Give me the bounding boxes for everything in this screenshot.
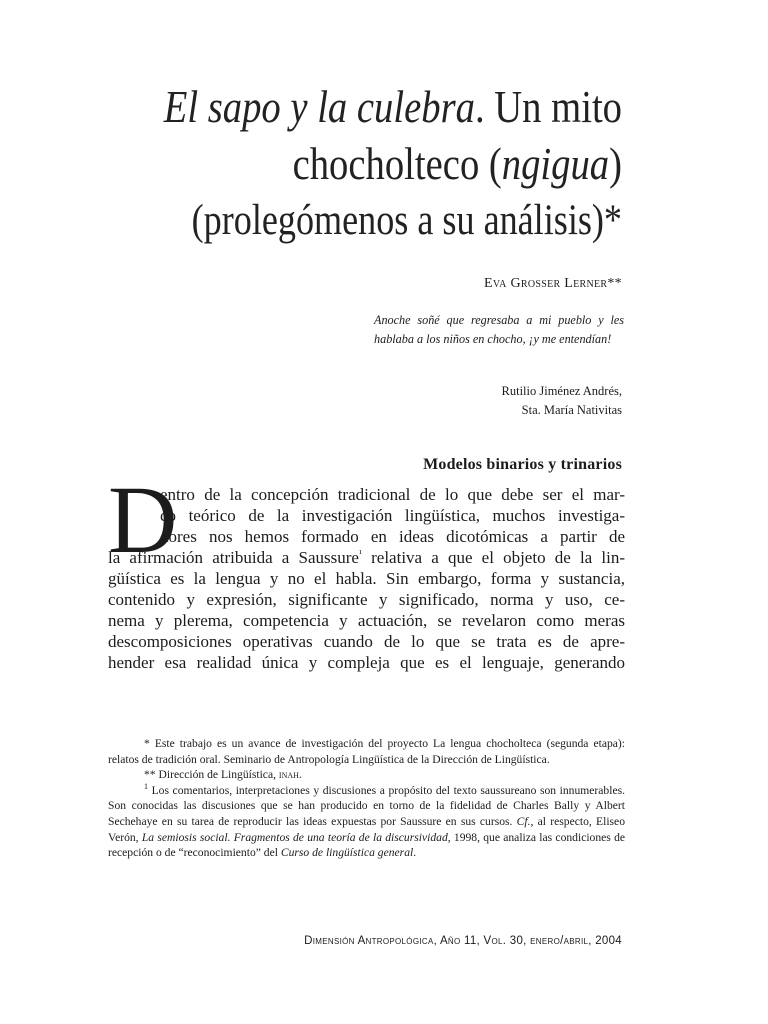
drop-cap: D [108, 466, 178, 573]
title-line-2 [293, 138, 622, 189]
body-line: contenido y expresión, significante y significado, norma y uso, ce- [108, 590, 625, 609]
body-line: descomposiciones operativas cuando de lo que se trata es de apre- [108, 632, 625, 651]
footnote-3-text: . [413, 846, 417, 860]
footnote-2-inah: inah. [278, 768, 302, 782]
body-line: hender esa realidad única y compleja que es el lenguaje, generando [108, 653, 625, 672]
body-line: dores nos hemos formado en ideas dicotómicas a partir de [160, 527, 625, 546]
title-line-3: (prolegómenos a su análisis)* [191, 197, 622, 244]
title-italic-1: El sapo y la culebra [163, 81, 475, 132]
footnote-3-book-title: Curso de lingüística general [280, 846, 414, 860]
body-line: co teórico de la investigación lingüística, muchos investiga- [160, 506, 625, 525]
footnote-3 [108, 783, 625, 861]
body-text [108, 484, 625, 673]
epigraph-author: Rutilio Jiménez Andrés, [501, 384, 622, 398]
footnote-3-book-title: La semiosis social. Fragmentos de una teoría de la discursividad [141, 830, 448, 844]
body-line: nema y plerema, competencia y actuación, se revelaron como meras [108, 611, 625, 630]
footnotes [108, 736, 625, 861]
title-close-2: ) [609, 138, 622, 189]
epigraph-quote: Anoche soñé que regresaba a mi pueblo y les hablaba a los niños en chocho, ¡y me entendían! [374, 313, 624, 346]
body-line [108, 547, 625, 568]
body-fragment: relativa a que el objeto de la lin- [361, 548, 625, 567]
title-rest-1: . Un mito [474, 81, 622, 132]
footnote-2-text: ** Dirección de Lingüística, [144, 768, 279, 782]
body-fragment: la afirmación atribuida a Saussure [108, 548, 359, 567]
body-line: entro de la concepción tradicional de lo que debe ser el mar- [160, 485, 625, 504]
title-text-2: chocholteco ( [292, 138, 502, 189]
epigraph-attribution [502, 382, 622, 420]
footnote-3-cf: Cf. [516, 814, 531, 828]
article-title [152, 78, 622, 249]
footnote-3-text: , 1998, que analiza las condiciones de recepción o de “reconocimiento” del [108, 830, 626, 860]
footnote-3-number: 1 [144, 781, 148, 791]
title-italic-2: ngigua [501, 138, 610, 189]
section-heading: Modelos binarios y trinarios [423, 456, 622, 473]
footnote-2 [108, 767, 625, 783]
title-line-1 [164, 81, 622, 132]
author-name: Eva Grosser Lerner** [484, 276, 622, 291]
footnote-ref: ¹ [358, 548, 362, 560]
body-line: güística es la lengua y no el habla. Sin embargo, forma y sustancia, [108, 569, 625, 588]
journal-footer: Dimensión Antropológica, Año 11, Vol. 30, enero/abril, 2004 [304, 935, 622, 947]
footnote-3-text: , al respecto, Eliseo Verón, [108, 814, 626, 844]
epigraph-place: Sta. María Nativitas [521, 403, 622, 417]
footnote-1: * Este trabajo es un avance de investigación del proyecto La lengua chocholteca (segunda etapa): relatos de tradición oral. Seminario de Antropología Lingüística de la Dirección de Lingüística. [108, 737, 625, 766]
footnote-3-text: Los comentarios, interpretaciones y discusiones a propósito del texto saussureano son innumerables. Son conocidas las discusiones que se han producido en torno de la fidelidad de Charles Bally y Albert Sechehaye en su tarea de reproducir las ideas expuestas por Saussure en sus cursos. [108, 783, 625, 828]
